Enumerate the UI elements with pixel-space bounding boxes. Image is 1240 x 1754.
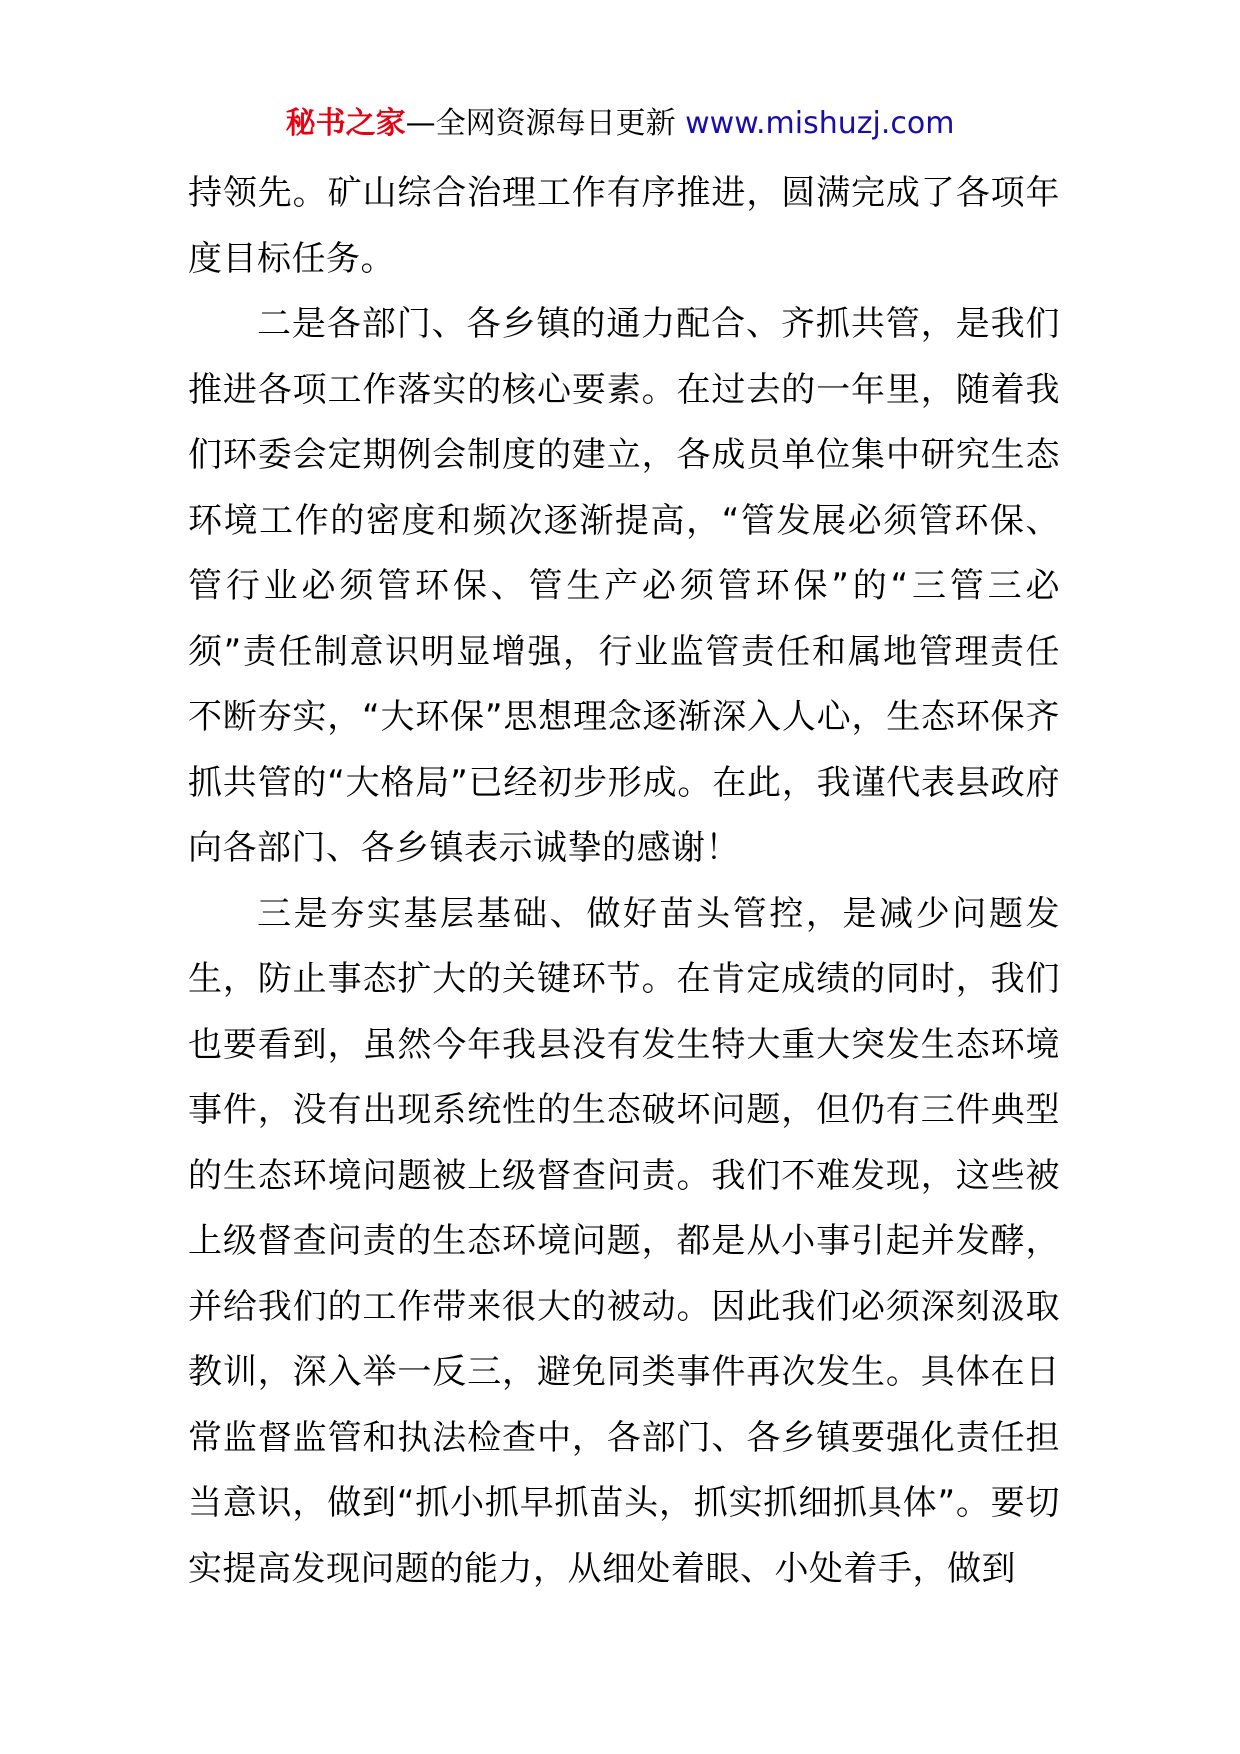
paragraph-point-two: 二是各部门、各乡镇的通力配合、齐抓共管，是我们推进各项工作落实的核心要素。在过去的一年里，随着我们环委会定期例会制度的建立，各成员单位集中研究生态环境工作的密度和频次逐渐提高，“管发展必须管环保、管行业必须管环保、管生产必须管环保”的“三管三必须”责任制意识明显增强，行业监管责任和属地管理责任不断夯实，“大环保”思想理念逐渐深入人心，生态环保齐抓共管的“大格局”已经初步形成。在此，我谨代表县政府向各部门、各乡镇表示诚挚的感谢！ [188,304,1060,868]
paragraph-continuation: 持领先。矿山综合治理工作有序推进，圆满完成了各项年度目标任务。 [188,173,1060,279]
site-header [0,100,1240,148]
header-dash: — [405,106,436,141]
site-brand: 秘书之家 [285,106,406,141]
document-body [188,161,1060,1602]
site-slogan: 全网资源每日更新 [435,106,676,141]
paragraph-point-three: 三是夯实基层基础、做好苗头管控，是减少问题发生，防止事态扩大的关键环节。在肯定成绩的同时，我们也要看到，虽然今年我县没有发生特大重大突发生态环境事件，没有出现系统性的生态破坏问题，但仍有三件典型的生态环境问题被上级督查问责。我们不难发现，这些被上级督查问责的生态环境问题，都是从小事引起并发酵，并给我们的工作带来很大的被动。因此我们必须深刻汲取教训，深入举一反三，避免同类事件再次发生。具体在日常监督监管和执法检查中，各部门、各乡镇要强化责任担当意识，做到“抓小抓早抓苗头，抓实抓细抓具体”。要切实提高发现问题的能力，从细处着眼、小处着手，做到 [188,893,1060,1589]
site-url[interactable]: www.mishuzj.com [685,106,955,141]
